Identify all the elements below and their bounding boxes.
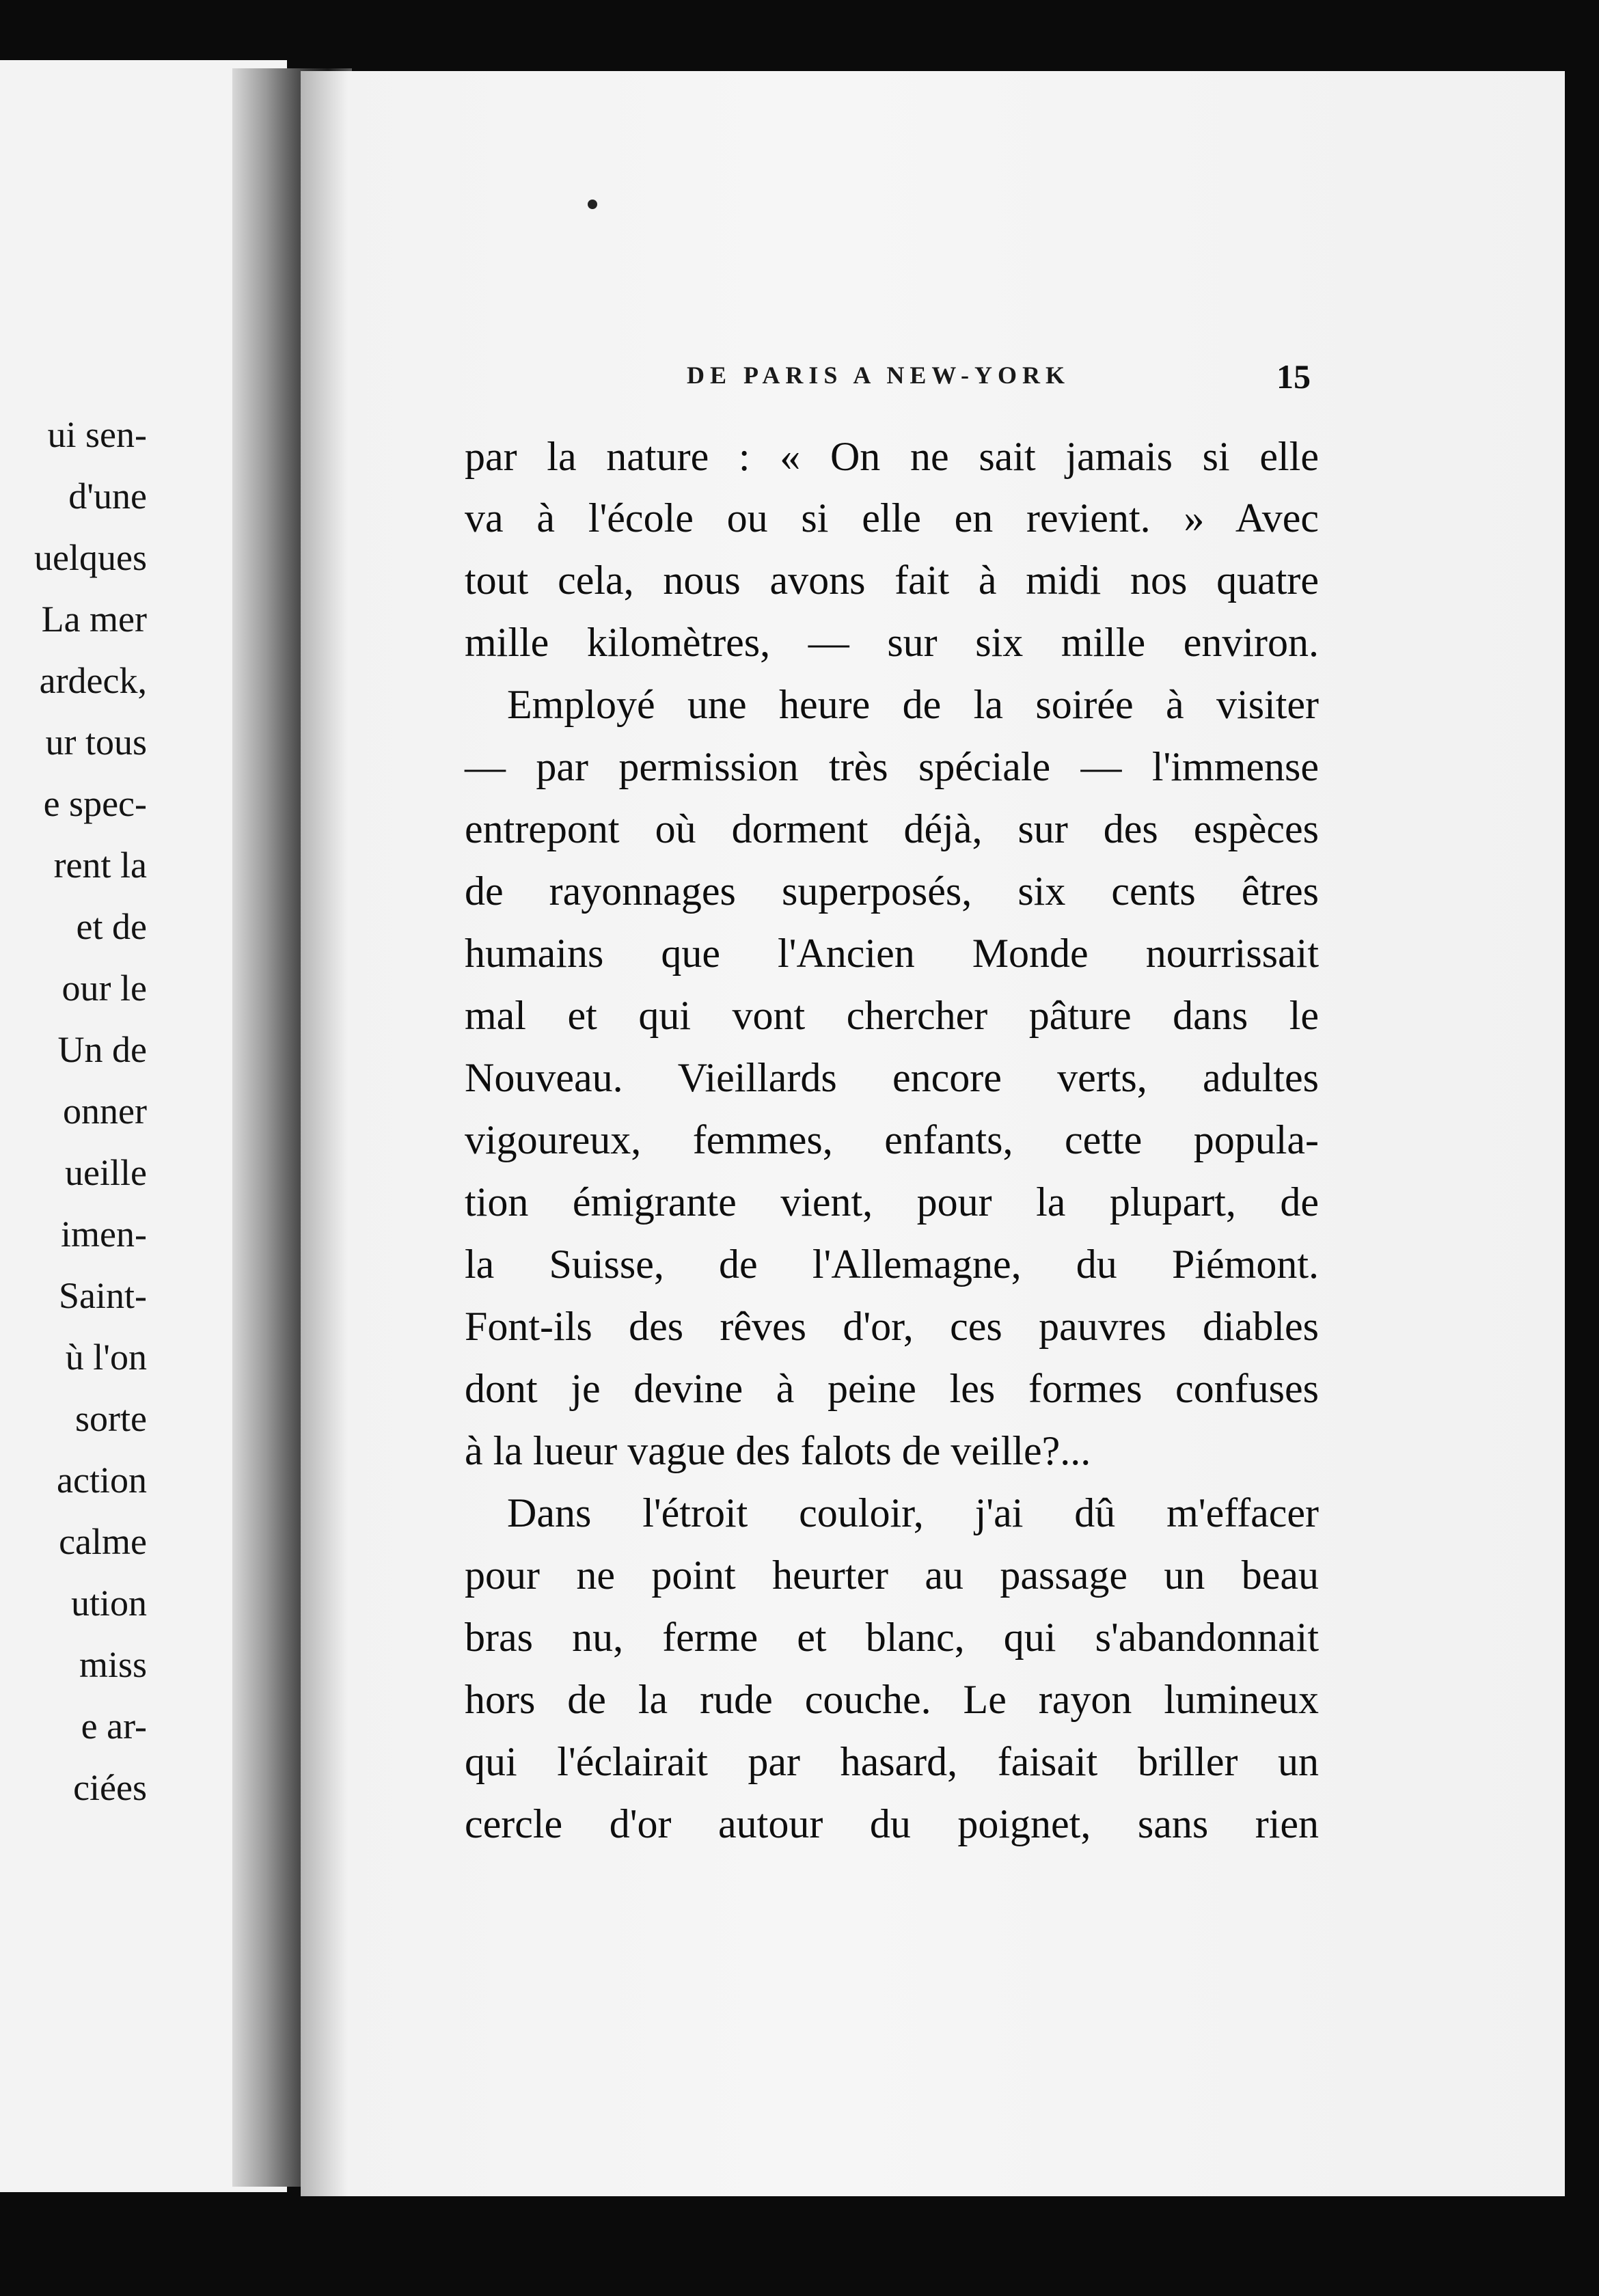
left-page-line: Saint-: [59, 1275, 147, 1316]
text-line: hors de la rude couche. Le rayon lumineux: [465, 1677, 1319, 1722]
left-page-line: ui sen-: [47, 414, 147, 455]
left-page-line: e ar-: [81, 1706, 147, 1747]
text-line: cercle d'or autour du poignet, sans rien: [465, 1801, 1319, 1846]
left-page-line: action: [57, 1460, 147, 1501]
page-number: 15: [1276, 357, 1311, 396]
left-page-line: uelques: [34, 537, 147, 578]
left-page-line: sorte: [75, 1398, 147, 1439]
ink-speck: [588, 200, 597, 209]
text-line: tout cela, nous avons fait à midi nos quatre: [465, 558, 1319, 603]
paragraph-first-line: Employé une heure de la soirée à visiter: [507, 682, 1319, 727]
text-line: mal et qui vont chercher pâture dans le: [465, 993, 1319, 1038]
page-edge-shadow: [301, 71, 348, 2196]
running-head: DE PARIS A NEW-YORK: [687, 361, 1071, 389]
left-page-line: imen-: [61, 1214, 147, 1255]
text-line: bras nu, ferme et blanc, qui s'abandonnait: [465, 1615, 1319, 1660]
left-page-line: ur tous: [45, 722, 147, 763]
left-page-line: e spec-: [43, 783, 147, 824]
text-line: à la lueur vague des falots de veille?...: [465, 1428, 1091, 1473]
text-line: par la nature : « On ne sait jamais si elle: [465, 434, 1319, 479]
paragraph-first-line: Dans l'étroit couloir, j'ai dû m'effacer: [507, 1490, 1319, 1535]
text-line: — par permission très spéciale — l'immense: [465, 744, 1319, 789]
text-line: humains que l'Ancien Monde nourrissait: [465, 931, 1319, 976]
text-line: tion émigrante vient, pour la plupart, de: [465, 1179, 1319, 1225]
text-line: entrepont où dorment déjà, sur des espèces: [465, 806, 1319, 851]
text-line: Font-ils des rêves d'or, ces pauvres diables: [465, 1304, 1319, 1349]
left-page-line: ardeck,: [39, 660, 147, 701]
text-line: Nouveau. Vieillards encore verts, adultes: [465, 1055, 1319, 1100]
left-page-line: d'une: [68, 476, 147, 517]
text-line: qui l'éclairait par hasard, faisait briller un: [465, 1739, 1319, 1784]
text-line: dont je devine à peine les formes confuses: [465, 1366, 1319, 1411]
left-page-line: La mer: [41, 599, 147, 640]
left-page-line: miss: [79, 1644, 147, 1685]
text-line: va à l'école ou si elle en revient. » Avec: [465, 495, 1319, 541]
left-page-line: Un de: [57, 1029, 147, 1070]
left-page-line: et de: [76, 906, 147, 947]
text-line: mille kilomètres, — sur six mille environ.: [465, 620, 1319, 665]
left-page-line: ù l'on: [65, 1337, 147, 1378]
left-page-line: ueille: [65, 1152, 147, 1193]
left-page-line: ciées: [73, 1767, 147, 1808]
left-page-line: calme: [59, 1521, 147, 1562]
text-line: de rayonnages superposés, six cents êtres: [465, 869, 1319, 914]
left-page-line: onner: [63, 1091, 147, 1132]
text-line: vigoureux, femmes, enfants, cette popula-: [465, 1117, 1319, 1162]
text-line: pour ne point heurter au passage un beau: [465, 1553, 1319, 1598]
left-page-line: rent la: [53, 845, 147, 886]
left-page-line: our le: [62, 968, 147, 1009]
left-page-line: ution: [70, 1583, 147, 1624]
text-line: la Suisse, de l'Allemagne, du Piémont.: [465, 1242, 1319, 1287]
